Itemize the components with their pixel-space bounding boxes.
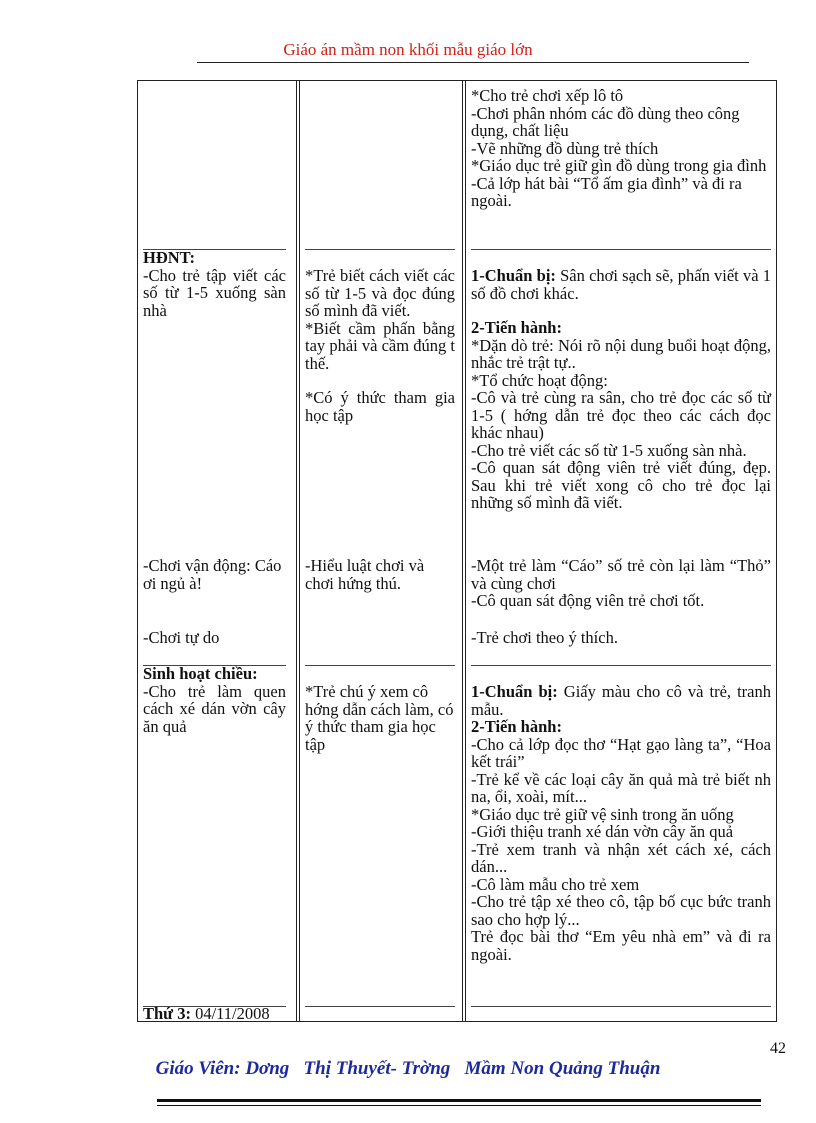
procedure-line: -Cô làm mẫu cho trẻ xem bbox=[471, 874, 640, 894]
activity-line: *Cho trẻ chơi xếp lô tô bbox=[471, 86, 624, 105]
next-day-heading bbox=[143, 1005, 286, 1023]
procedure-line: -Cô quan sát động viên trẻ viết đúng, đẹp. Sau khi trẻ viết xong cô cho trẻ đọc lại những số mình đã viết. bbox=[471, 458, 771, 512]
afternoon-heading: Sinh hoạt chiều: bbox=[143, 664, 258, 683]
header-rule bbox=[197, 62, 749, 63]
activity-line: *Giáo dục trẻ giữ gìn đồ dùng trong gia đình bbox=[471, 156, 767, 175]
column-divider bbox=[462, 81, 463, 1021]
objective-line: *Biết cầm phấn bằng tay phải và cầm đúng t thế. bbox=[305, 318, 455, 373]
afternoon-col1 bbox=[143, 665, 286, 735]
row-separator bbox=[471, 665, 771, 666]
activity-line: -Chơi phân nhóm các đồ dùng theo công dụng, chất liệu bbox=[471, 103, 740, 140]
procedure-line: *Giáo dục trẻ giữ vệ sinh trong ăn uống bbox=[471, 804, 734, 824]
day-label: Thứ 3: bbox=[143, 1004, 191, 1023]
procedure-label: 2-Tiến hành: bbox=[471, 318, 562, 337]
header-title: Giáo án mầm non khối mẫu giáo lớn bbox=[283, 40, 533, 59]
hdnt-col1 bbox=[143, 249, 286, 319]
procedure-line: -Một trẻ làm “Cáo” số trẻ còn lại làm “Thỏ” và cùng chơi bbox=[471, 556, 771, 593]
footer-rule bbox=[157, 1099, 761, 1102]
activity-line: -Cả lớp hát bài “Tổ ấm gia đình” và đi ra ngoài. bbox=[471, 173, 742, 210]
procedure-line: -Cho cả lớp đọc thơ “Hạt gạo làng ta”, “Hoa kết trái” bbox=[471, 734, 771, 771]
afternoon-objective: *Trẻ chú ý xem cô hớng dẫn cách làm, có ý thức tham gia học tập bbox=[305, 682, 454, 754]
procedure-line: -Cho trẻ tập xé theo cô, tập bố cục bức tranh sao cho hợp lý... bbox=[471, 892, 771, 929]
row0-activities bbox=[471, 87, 771, 210]
row-separator bbox=[305, 249, 455, 250]
objective-line: *Có ý thức tham gia học tập bbox=[305, 388, 455, 425]
hdnt-heading: HĐNT: bbox=[143, 248, 195, 267]
activity-line: -Vẽ những đồ dùng trẻ thích bbox=[471, 138, 659, 158]
prep-label: 1-Chuẩn bị: bbox=[471, 682, 558, 701]
prep-label: 1-Chuẩn bị: bbox=[471, 266, 556, 285]
lesson-table bbox=[137, 80, 777, 1022]
procedure-line: -Giới thiệu tranh xé dán vờn cây ăn quả bbox=[471, 822, 734, 841]
column-divider bbox=[465, 81, 466, 1021]
column-divider bbox=[299, 81, 300, 1021]
afternoon-procedure bbox=[471, 683, 771, 963]
day-date: 04/11/2008 bbox=[190, 1004, 270, 1023]
row-separator bbox=[305, 1006, 455, 1007]
footer-rule bbox=[157, 1105, 761, 1106]
game-objective: -Hiểu luật chơi và chơi hứng thú. bbox=[305, 556, 425, 593]
procedure-line: *Dặn dò trẻ: Nói rõ nội dung buổi hoạt động, nhắc trẻ trật tự.. bbox=[471, 335, 771, 372]
hdnt-activity: -Cho trẻ tập viết các số từ 1-5 xuống sàn nhà bbox=[143, 265, 286, 320]
procedure-label: 2-Tiến hành: bbox=[471, 717, 562, 736]
procedure-line: -Cô quan sát động viên trẻ chơi tốt. bbox=[471, 591, 705, 610]
procedure-line: -Cô và trẻ cùng ra sân, cho trẻ đọc các số từ 1-5 ( hớng dẫn trẻ đọc theo các cách đọc khác nhau) bbox=[471, 388, 771, 442]
column-divider bbox=[296, 81, 297, 1021]
procedure-line: -Trẻ kể về các loại cây ăn quả mà trẻ biết nh na, ổi, xoài, mít... bbox=[471, 769, 771, 806]
procedure-line: *Tổ chức hoạt động: bbox=[471, 370, 608, 390]
page-number: 42 bbox=[770, 1040, 786, 1057]
objective-line: *Trẻ biết cách viết các số từ 1-5 và đọc đúng số mình đã viết. bbox=[305, 266, 455, 320]
procedure-line: -Cho trẻ viết các số từ 1-5 xuống sàn nhà. bbox=[471, 440, 747, 460]
free-play-activity: -Chơi tự do bbox=[143, 628, 220, 647]
row-separator bbox=[305, 665, 455, 666]
prep-text: Sân chơi sạch sẽ, phấn viết và 1 số đồ chơi khác. bbox=[471, 266, 771, 303]
prep-text: Giấy màu cho cô và trẻ, tranh mẫu. bbox=[471, 682, 771, 719]
procedure-line: -Trẻ xem tranh và nhận xét cách xé, cách dán... bbox=[471, 839, 771, 876]
row-separator bbox=[471, 249, 771, 250]
hdnt-objectives bbox=[305, 267, 455, 424]
free-play-procedure: -Trẻ chơi theo ý thích. bbox=[471, 628, 618, 647]
row-separator bbox=[471, 1006, 771, 1007]
footer-teacher: Giáo Viên: Dơng Thị Thuyết- Trờng Mầm Non Quảng Thuận bbox=[155, 1058, 661, 1079]
procedure-line: Trẻ đọc bài thơ “Em yêu nhà em” và đi ra ngoài. bbox=[471, 927, 771, 964]
game-procedure bbox=[471, 557, 771, 610]
afternoon-activity: -Cho trẻ làm quen cách xé dán vờn cây ăn quả bbox=[143, 681, 286, 736]
hdnt-procedure bbox=[471, 267, 771, 512]
game-activity: -Chơi vận động: Cáo ơi ngủ à! bbox=[143, 556, 282, 593]
